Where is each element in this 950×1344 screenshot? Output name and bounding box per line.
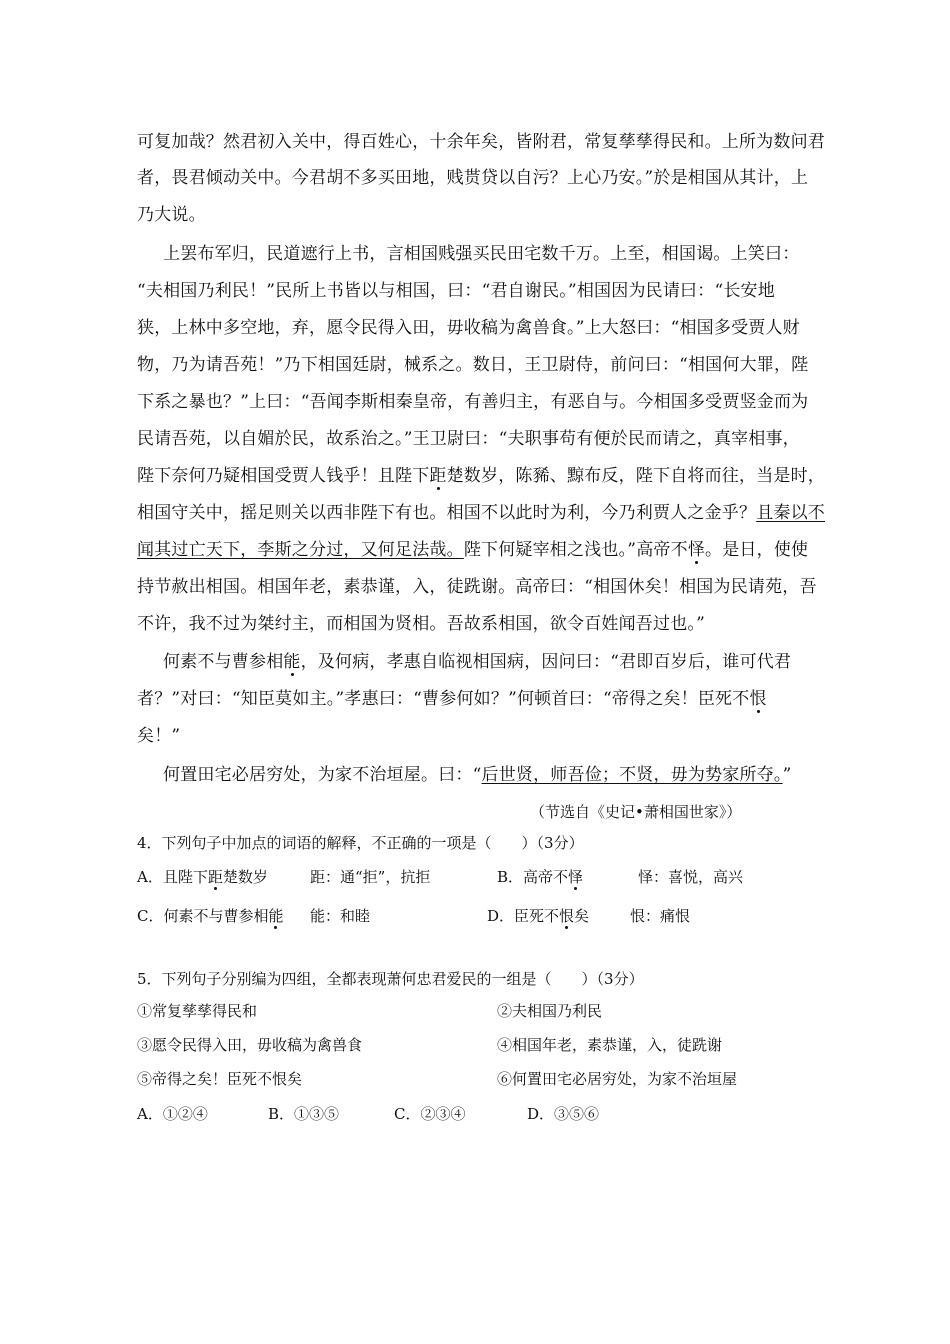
q4-option-c-explanation: 能：和睦: [310, 907, 371, 925]
q5-statement-1: ①常复孳孳得民和: [137, 1002, 258, 1020]
dotted-word: 恨: [559, 907, 575, 925]
q4-option-b-explanation: 怿：喜悦，高兴: [638, 868, 744, 886]
passage-line: [137, 538, 817, 562]
text-run: C．何素不与曹参相: [137, 907, 269, 925]
passage-source: （节选自《史记•萧相国世家》）: [530, 803, 742, 821]
q4-option-a-explanation: 距：通“拒”，抗拒: [310, 868, 431, 886]
passage-line: 狭，上林中多空地，弃，愿令民得入田，毋收稿为禽兽食。”上大怒曰：“相国多受贾人财: [137, 318, 800, 338]
q5-option-b: B．①③⑤: [268, 1105, 340, 1123]
passage-line: 者，畏君倾动关中。今君胡不多买田地，贱贳贷以自污？上心乃安。”於是相国从其计，上: [137, 168, 809, 188]
q5-option-c: C．②③④: [394, 1105, 466, 1123]
text-run: B．高帝不: [497, 868, 569, 886]
question-5-stem: 5．下列句子分别编为四组，全都表现萧何忠君爱民的一组是（ ）（3分）: [137, 970, 644, 988]
text-run: 陛下奈何乃疑相国受贾人钱乎！且陛下: [137, 466, 430, 486]
text-run: 陛下何疑宰相之浅也。”高帝不: [463, 540, 688, 560]
text-run: 相国守关中，摇足则关以西非陛下有也。相国不以此时为利，今乃利贾人之金乎？: [137, 503, 757, 523]
passage-line: 矣！”: [137, 726, 181, 746]
q5-option-a: A．①②④: [137, 1105, 208, 1123]
passage-line: [137, 464, 826, 488]
text-run: 何素不与曹参相: [163, 652, 284, 672]
dotted-word: 怿: [568, 868, 584, 886]
passage-line: 乃大说。: [137, 205, 206, 225]
underlined-sentence: 后世贤，师吾俭；不贤，毋为势家所夺。: [481, 765, 783, 785]
q4-option-d-explanation: 恨：痛恨: [630, 907, 691, 925]
q5-statement-5: ⑤帝得之矣！臣死不恨矣: [137, 1070, 303, 1088]
text-run: 。是日，使使: [705, 540, 809, 560]
passage-line: [163, 650, 843, 674]
q5-statement-4: ④相国年老，素恭谨，入，徒跣谢: [497, 1036, 723, 1054]
text-run: A．且陛下: [137, 868, 208, 886]
text-run: 矣: [574, 907, 590, 925]
text-run: D．臣死不: [487, 907, 560, 925]
passage-line: 上罢布军归，民道遮行上书，言相国贱强买民田宅数千万。上至，相国谒。上笑曰：: [163, 244, 800, 264]
q4-option-b: [497, 866, 583, 888]
q4-option-c: [137, 905, 284, 927]
passage-line: [163, 763, 843, 787]
question-4-stem: 4．下列句子中加点的词语的解释，不正确的一项是（ ）（3分）: [137, 834, 584, 852]
text-run: 何置田宅必居穷处，为家不治垣屋。曰：“: [163, 765, 482, 785]
passage-line: 不许，我不过为桀纣主，而相国为贤相。吾故系相国，欲令百姓闻吾过也。”: [137, 614, 705, 634]
text-run: 楚数岁，陈豨、黥布反，陛下自将而往，当是时，: [446, 466, 826, 486]
passage-line: [137, 501, 826, 525]
passage-line: 可复加哉？然君初入关中，得百姓心，十余年矣，皆附君，常复孳孳得民和。上所为数问君: [137, 132, 825, 152]
q5-option-d: D．③⑤⑥: [527, 1105, 600, 1123]
q5-statement-6: ⑥何置田宅必居穷处，为家不治垣屋: [497, 1070, 738, 1088]
passage-line: 持节赦出相国。相国年老，素恭谨，入，徒跣谢。高帝曰：“相国休矣！相国为民请苑，吾: [137, 577, 817, 597]
text-run: ，及何病，孝惠自临视相国病，因问曰：“君即百岁后，谁可代君: [300, 652, 792, 672]
q4-option-d: [487, 905, 589, 927]
dotted-word: 能: [268, 907, 284, 925]
passage-line: 下系之暴也？”上曰：“吾闻李斯相秦皇帝，有善归主，有恶自与。今相国多受贾竖金而为: [137, 392, 809, 412]
underlined-sentence: 且秦以不: [756, 503, 826, 523]
dotted-word: 能: [283, 652, 301, 672]
text-run: ”: [782, 765, 792, 785]
dotted-word: 怿: [687, 540, 706, 560]
passage-line: “夫相国乃利民！”民所上书皆以与相国，曰：“君自谢民。”相国因为民请曰：“长安地: [137, 281, 775, 301]
text-run: 者？”对曰：“知臣莫如主。”孝惠曰：“曹参何如？”何顿首曰：“帝得之矣！臣死不: [137, 689, 750, 709]
passage-line: 民请吾苑，以自媚於民，故系治之。”王卫尉曰：“夫职事苟有便於民而请之，真宰相事，: [137, 429, 800, 449]
dotted-word: 恨: [749, 689, 767, 709]
passage-line: [137, 687, 817, 711]
dotted-word: 距: [429, 466, 447, 486]
q5-statement-3: ③愿令民得入田，毋收稿为禽兽食: [137, 1036, 363, 1054]
q5-statement-2: ②夫相国乃利民: [497, 1002, 603, 1020]
text-run: 楚数岁: [222, 868, 268, 886]
passage-line: 物，乃为请吾苑！”乃下相国廷尉，械系之。数日，王卫尉侍，前问曰：“相国何大罪，陛: [137, 355, 809, 375]
dotted-word: 距: [207, 868, 223, 886]
q4-option-a: [137, 866, 268, 888]
underlined-sentence: 闻其过亡天下，李斯之分过，又何足法哉。: [137, 540, 464, 560]
